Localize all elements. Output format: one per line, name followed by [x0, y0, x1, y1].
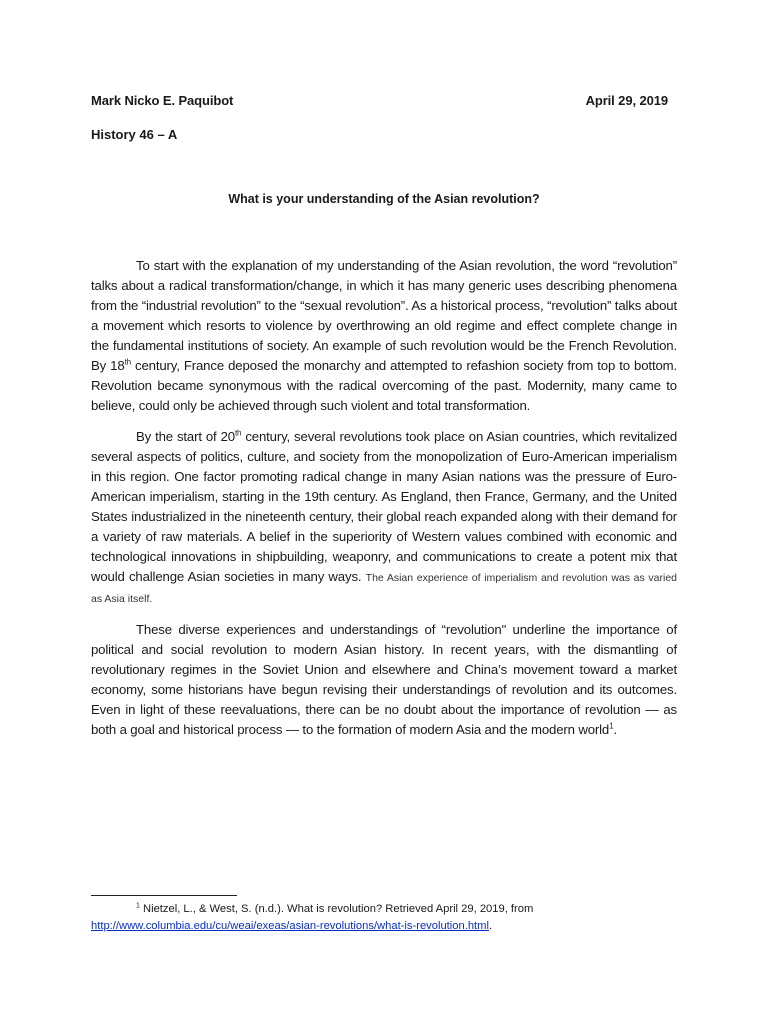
essay-question: What is your understanding of the Asian revolution?	[228, 192, 540, 206]
author-name: Mark Nicko E. Paquibot	[91, 93, 234, 108]
footnote-period: .	[488, 920, 493, 932]
ordinal-suffix: th	[124, 357, 131, 367]
document-date: April 29, 2019	[585, 93, 668, 108]
paragraph-1-text-b: century, France deposed the monarchy and attempted to refashion society from top to bottom. Revolution became synonymous with the radical overcoming of the past. Modernity, many came to believe, could only be achieved through such violent and total transformation.	[91, 358, 677, 413]
header-row	[91, 93, 668, 108]
ordinal-suffix: th	[234, 428, 242, 438]
footnote-link[interactable]: http://www.columbia.edu/cu/weai/exeas/asian-revolutions/what-is-revolution.html	[91, 920, 489, 932]
footnote-marker: 1	[136, 902, 140, 910]
paragraph-2	[91, 427, 677, 609]
footnote-separator	[91, 895, 237, 896]
paragraph-1	[91, 256, 677, 416]
course-label: History 46 – A	[91, 127, 178, 142]
paragraph-2-text-b: century, several revolutions took place on Asian countries, which revitalized several aspects of politics, culture, and society from the monopolization of Euro-American imperialism in this region. One factor promoting radical change in many Asian nations was the pressure of Euro-American imperialism, starting in the 19th century. As England, then France, Germany, and the United States industrialized in the nineteenth century, their global reach expanded along with their demand for a variety of raw materials. A belief in the superiority of Western values combined with economic and technological innovations in shipbuilding, weaponry, and communications to create a potent mix that would challenge Asian societies in many ways.	[91, 429, 678, 584]
pasted-quote: The Asian experience of imperialism and revolution was as varied as Asia itself.	[91, 572, 677, 605]
footnote	[91, 901, 681, 935]
paragraph-1-text-a: To start with the explanation of my understanding of the Asian revolution, the word “revolution” talks about a radical transformation/change, in which it has many generic uses describing phenomena from the “industrial revolution” to the “sexual revolution”. As a historical process, “revolution” talks about a movement which resorts to violence by overthrowing an old regime and effect complete change in the fundamental institutions of society. An example of such revolution would be the French Revolution. By 18	[91, 258, 677, 373]
footnote-reference[interactable]: 1	[609, 721, 614, 731]
footnote-citation: Nietzel, L., & West, S. (n.d.). What is revolution? Retrieved April 29, 2019, from	[139, 903, 534, 915]
paragraph-3	[91, 620, 677, 740]
essay-body	[91, 256, 677, 751]
paragraph-3-text-a: These diverse experiences and understandings of “revolution" underline the importance of political and social revolution to modern Asian history. In recent years, with the dismantling of revolutionary regimes in the Soviet Union and elsewhere and China’s movement toward a market economy, some historians have begun revising their understandings of revolution and its outcomes. Even in light of these reevaluations, there can be no doubt about the importance of revolution — as both a goal and historical process — to the formation of modern Asia and the modern world	[91, 622, 677, 737]
paragraph-3-text-b: .	[613, 722, 617, 737]
paragraph-2-text-a: By the start of 20	[136, 429, 235, 444]
